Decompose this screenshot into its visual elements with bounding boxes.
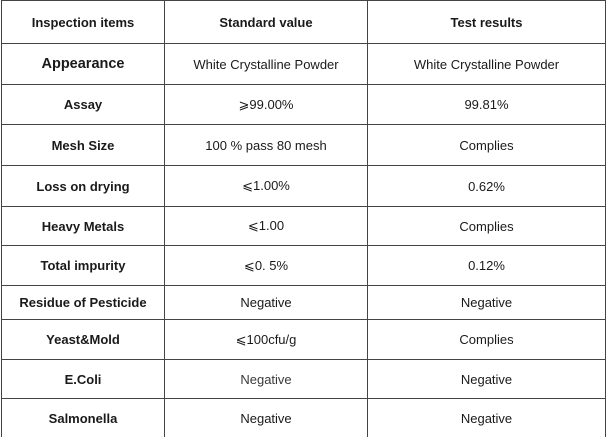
table-row: [2, 246, 606, 286]
header-test-results: Test results: [368, 1, 606, 44]
table-row: [2, 44, 606, 85]
table-row: [2, 360, 606, 399]
row-standard-value: White Crystalline Powder: [165, 44, 368, 85]
table-row: [2, 207, 606, 246]
row-test-result: Negative: [368, 360, 606, 399]
table-row: [2, 399, 606, 437]
row-test-result: Complies: [368, 125, 606, 166]
row-test-result: Negative: [368, 399, 606, 437]
header-inspection-items: Inspection items: [2, 1, 165, 44]
row-item-name: E.Coli: [2, 360, 165, 399]
row-item-name: Heavy Metals: [2, 207, 165, 246]
table-row: [2, 320, 606, 360]
row-test-result: 99.81%: [368, 85, 606, 125]
row-standard-value: Negative: [165, 360, 368, 399]
row-item-name: Yeast&Mold: [2, 320, 165, 360]
row-test-result: 0.62%: [368, 166, 606, 207]
row-standard-value: ⩽100cfu/g: [165, 320, 368, 360]
table-row: [2, 125, 606, 166]
row-test-result: Complies: [368, 320, 606, 360]
row-standard-value: ⩽0. 5%: [165, 246, 368, 286]
row-item-name: Loss on drying: [2, 166, 165, 207]
table-row: [2, 286, 606, 320]
row-item-name: Mesh Size: [2, 125, 165, 166]
row-standard-value: Negative: [165, 286, 368, 320]
row-item-name: Assay: [2, 85, 165, 125]
row-item-name: Appearance: [2, 44, 165, 85]
table-row: [2, 85, 606, 125]
row-standard-value: 100 % pass 80 mesh: [165, 125, 368, 166]
row-item-name: Salmonella: [2, 399, 165, 437]
row-test-result: Complies: [368, 207, 606, 246]
row-item-name: Residue of Pesticide: [2, 286, 165, 320]
row-standard-value: ⩽1.00: [165, 207, 368, 246]
table-row: [2, 166, 606, 207]
inspection-table: [1, 0, 606, 437]
table-header-row: [2, 1, 606, 44]
row-test-result: Negative: [368, 286, 606, 320]
row-item-name: Total impurity: [2, 246, 165, 286]
row-standard-value: ⩽1.00%: [165, 166, 368, 207]
row-test-result: 0.12%: [368, 246, 606, 286]
row-test-result: White Crystalline Powder: [368, 44, 606, 85]
row-standard-value: Negative: [165, 399, 368, 437]
row-standard-value: ⩾99.00%: [165, 85, 368, 125]
header-standard-value: Standard value: [165, 1, 368, 44]
